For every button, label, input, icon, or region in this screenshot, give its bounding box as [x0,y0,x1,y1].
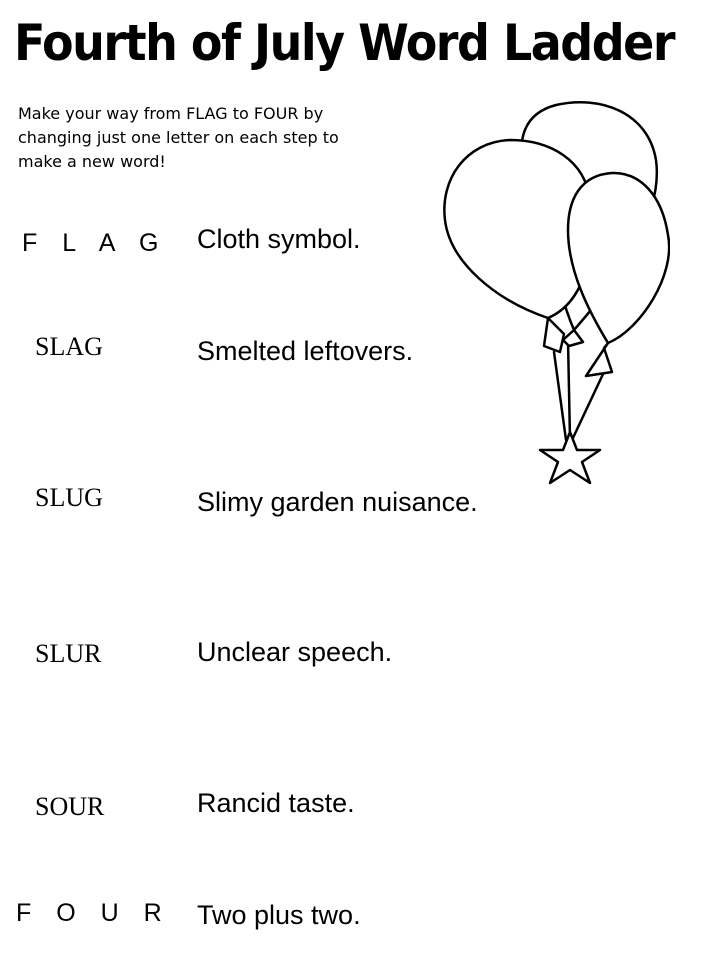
ladder-clue: Smelted leftovers. [197,336,414,366]
instructions [18,102,418,174]
ladder-step-end [0,898,718,938]
ladder-word: SLUR [35,639,102,668]
ladder-word: F L A G [22,229,168,257]
ladder-step [0,635,718,675]
ladder-step [0,786,718,826]
instructions-line: make a new word! [18,152,166,171]
instructions-line: Make your way from FLAG to FOUR by [18,104,324,123]
ladder-clue: Rancid taste. [197,788,355,818]
ladder-word: SLUG [35,483,103,512]
ladder-word: SOUR [35,792,105,821]
balloon-string [554,352,566,440]
instructions-line: changing just one letter on each step to [18,128,339,147]
balloon-string [568,340,570,440]
balloons-illustration [430,90,670,500]
ladder-clue: Two plus two. [197,900,361,930]
balloon-string [572,372,604,440]
star-icon [540,432,600,483]
ladder-clue: Cloth symbol. [197,224,361,254]
ladder-word: F O U R [16,899,171,927]
page-title: Fourth of July Word Ladder [14,13,675,72]
balloon-icon [568,173,669,376]
ladder-clue: Unclear speech. [197,637,393,667]
ladder-clue: Slimy garden nuisance. [197,487,478,517]
ladder-word: SLAG [35,332,103,361]
